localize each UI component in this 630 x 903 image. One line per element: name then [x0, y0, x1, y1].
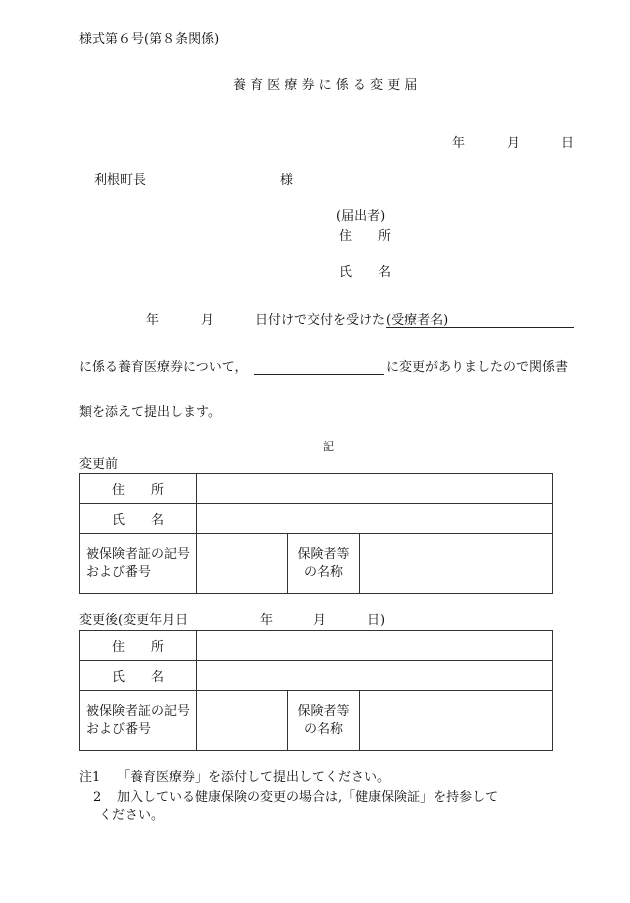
issue-year: 年	[146, 313, 160, 328]
before-insurer-field[interactable]	[360, 534, 553, 594]
addressee-honorific: 様	[280, 173, 294, 188]
before-insurance-no-label	[80, 534, 197, 594]
before-caption: 変更前	[79, 457, 119, 472]
after-insurance-no-label-line2: および番号	[86, 721, 152, 737]
applicant-address-label: 住 所	[339, 229, 392, 244]
note1-label: 注1	[79, 770, 101, 785]
before-name-row	[80, 504, 553, 534]
recipient-label: (受療者名)	[386, 313, 449, 328]
before-address-field[interactable]	[197, 474, 553, 504]
document-title: 養 育 医 療 券 に 係 る 変 更 届	[233, 78, 418, 93]
after-month: 月	[313, 613, 327, 628]
after-name-label: 氏 名	[80, 661, 197, 691]
after-insurer-field[interactable]	[360, 691, 553, 751]
before-address-row	[80, 474, 553, 504]
after-insurance-no-label-line1: 被保険者証の記号	[86, 703, 191, 719]
after-caption: 変更後(変更年月日	[79, 613, 189, 628]
note1-text: 「養育医療券」を添付して提出してください。	[117, 770, 391, 785]
body-line2-pre: に係る養育医療券について，	[79, 360, 248, 375]
recipient-underline	[386, 327, 574, 328]
after-year: 年	[260, 613, 274, 628]
before-insurer-label	[288, 534, 360, 594]
before-address-label: 住 所	[80, 474, 197, 504]
after-address-row	[80, 631, 553, 661]
after-day: 日)	[367, 613, 386, 628]
body-line3: 類を添えて提出します。	[79, 405, 221, 420]
addressee-name: 利根町長	[94, 173, 147, 188]
before-insurance-row	[80, 534, 553, 594]
after-name-field[interactable]	[197, 661, 553, 691]
before-insurance-no-label-line1: 被保険者証の記号	[86, 546, 191, 562]
before-table	[79, 473, 553, 594]
date-month: 月	[507, 136, 521, 151]
body-line2-post: に変更がありましたので関係書	[386, 360, 569, 375]
date-year: 年	[452, 136, 466, 151]
applicant-name-label: 氏 名	[339, 265, 392, 280]
before-insurer-label-line1: 保険者等	[297, 546, 350, 562]
issue-month: 月	[201, 313, 215, 328]
note2-label: 2	[93, 790, 102, 805]
note2-text: 加入している健康保険の変更の場合は,「健康保険証」を持参して	[117, 790, 499, 805]
form-number: 様式第６号(第８条関係)	[79, 32, 220, 47]
after-insurance-no-field[interactable]	[197, 691, 288, 751]
before-insurer-label-line2: の名称	[303, 564, 343, 580]
after-insurance-no-label	[80, 691, 197, 751]
after-name-row	[80, 661, 553, 691]
applicant-heading: (届出者)	[336, 209, 386, 224]
issue-text: 日付けで交付を受けた	[255, 313, 386, 328]
after-insurer-label	[288, 691, 360, 751]
after-address-field[interactable]	[197, 631, 553, 661]
after-insurer-label-line1: 保険者等	[297, 703, 350, 719]
after-insurance-row	[80, 691, 553, 751]
after-insurer-label-line2: の名称	[303, 721, 343, 737]
before-insurance-no-field[interactable]	[197, 534, 288, 594]
after-address-label: 住 所	[80, 631, 197, 661]
before-insurance-no-label-line2: および番号	[86, 564, 152, 580]
change-item-underline	[254, 374, 384, 375]
note2-continuation: ください。	[99, 808, 165, 823]
ki-mark: 記	[323, 440, 334, 453]
before-name-field[interactable]	[197, 504, 553, 534]
after-table	[79, 630, 553, 751]
date-day: 日	[561, 136, 575, 151]
before-name-label: 氏 名	[80, 504, 197, 534]
